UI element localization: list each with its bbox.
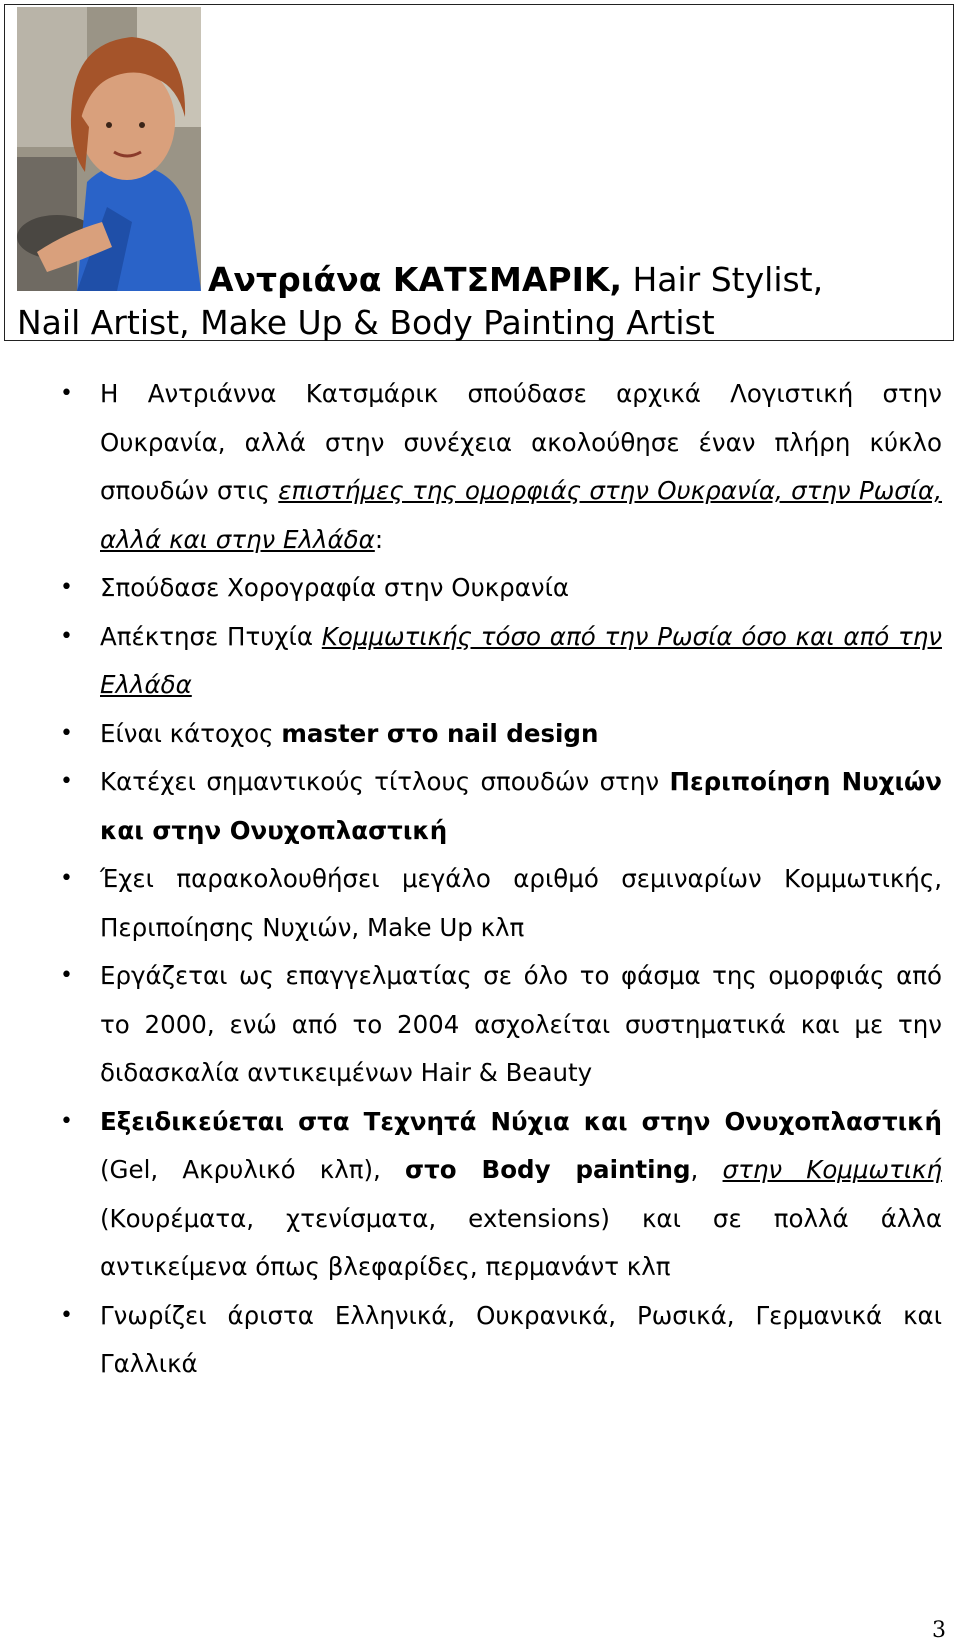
list-item xyxy=(60,952,942,1098)
list-item-text: : xyxy=(374,524,384,554)
profile-photo xyxy=(17,7,201,291)
list-item xyxy=(60,1098,942,1292)
list-item-text: Γνωρίζει άριστα Ελληνικά, Ουκρανικά, Ρωσικά, Γερμανικά και Γαλλικά xyxy=(100,1300,942,1378)
list-item xyxy=(60,370,942,564)
bold-text: Περιποίηση Νυχιών και στην Ονυχοπλαστική xyxy=(100,767,942,845)
page-number: 3 xyxy=(932,1618,946,1643)
bio-list xyxy=(60,370,942,1389)
roles-line-1: Hair Stylist, xyxy=(621,260,824,299)
list-item xyxy=(60,613,942,710)
profile-header xyxy=(4,4,954,341)
list-item-text: Είναι κάτοχος xyxy=(100,718,282,748)
list-item-text: Σπούδασε Χορογραφία στην Ουκρανία xyxy=(100,573,570,602)
underlined-text: στην Κομμωτική xyxy=(722,1155,943,1184)
list-item xyxy=(60,855,942,952)
list-item xyxy=(60,564,942,613)
underlined-text: επιστήμες της ομορφιάς στην Ουκρανία, στην Ρωσία, αλλά και στην Ελλάδα xyxy=(100,476,942,554)
person-name: Αντριάνα ΚΑΤΣΜΑΡΙΚ, xyxy=(208,260,622,299)
list-item-text: Η Αντριάννα Κατσμάρικ σπούδασε αρχικά Λογιστική στην Ουκρανία, αλλά στην συνέχεια ακολούθησε έναν πλήρη κύκλο σπουδών στις xyxy=(100,379,942,505)
list-item-text: , xyxy=(690,1155,723,1184)
list-item-text: (Gel, Ακρυλικό κλπ), xyxy=(100,1155,406,1184)
list-item xyxy=(60,1292,942,1389)
list-item-text: Εργάζεται ως επαγγελματίας σε όλο το φάσμα της ομορφιάς από το 2000, ενώ από το 2004 ασχολείται συστηματικά και με την διδασκαλία αντικειμένων Hair & Beauty xyxy=(100,961,942,1087)
bold-text: master στο nail design xyxy=(281,718,599,748)
page-title xyxy=(208,260,823,300)
roles-line-2: Nail Artist, Make Up & Body Painting Artist xyxy=(17,303,715,342)
list-item xyxy=(60,758,942,855)
bold-text: Εξειδικεύεται στα Τεχνητά Νύχια και στην Ονυχοπλαστική xyxy=(100,1106,942,1136)
bold-text: στο Body painting xyxy=(405,1155,691,1184)
list-item-text: Απέκτησε Πτυχία xyxy=(100,621,322,651)
list-item-text: Κατέχει σημαντικούς τίτλους σπουδών στην xyxy=(100,767,670,796)
list-item-text: Έχει παρακολουθήσει μεγάλο αριθμό σεμιναρίων Κομμωτικής, Περιποίησης Νυχιών, Make Up κλπ xyxy=(100,864,942,942)
underlined-text: Κομμωτικής τόσο από την Ρωσία όσο και από την Ελλάδα xyxy=(100,621,942,699)
list-item-text: (Κουρέματα, χτενίσματα, extensions) και σε πολλά άλλα αντικείμενα όπως βλεφαρίδες, περμανάντ κλπ xyxy=(100,1203,942,1281)
list-item xyxy=(60,710,942,759)
